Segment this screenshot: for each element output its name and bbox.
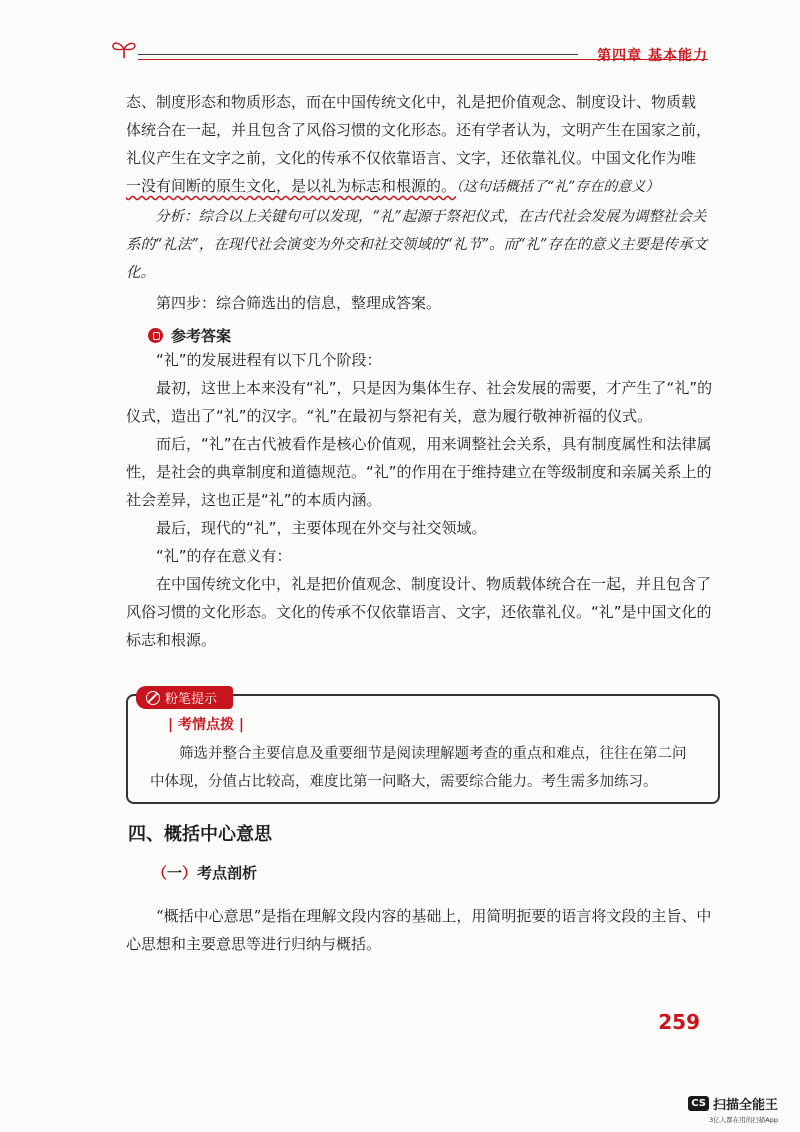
chalk-icon: [146, 691, 160, 705]
chapter-title: 第四章 基本能力: [597, 48, 708, 64]
lightbulb-icon: [148, 328, 163, 343]
text-line-2: 体统合在一起，并且包含了风俗习惯的文化形态。还有学者认为，文明产生在国家之前，: [126, 121, 712, 139]
key-sentence: 一没有间断的原生文化，是以礼为标志和根源的。: [126, 177, 457, 195]
analysis-paragraph: 分析：综合以上关键句可以发现，“礼”起源于祭祀仪式，在古代社会发展为调整社会关系的“礼法”，在现代社会演变为外交和社交领域的“礼节”。而“礼”存在的意义主要是传承文化。: [126, 209, 707, 281]
header-rule: [138, 54, 578, 55]
tip-tab-label: 粉笔提示: [165, 692, 218, 707]
tip-text: 筛选并整合主要信息及重要细节是阅读理解题考查的重点和难点，往往在第二问中体现，分值占比较高，难度比第一问略大，需要综合能力。考生需多加练习。: [150, 746, 687, 790]
subsection-label: 考点剖析: [197, 864, 258, 882]
answer-heading: [126, 325, 716, 346]
page-header: [110, 30, 708, 70]
answer-paragraph-6: 在中国传统文化中，礼是把价值观念、制度设计、物质载体统合在一起，并且包含了风俗习惯的文化形态。文化的传承不仅依靠语言、文字，还依靠礼仪。“礼”是中国文化的标志和根源。: [126, 575, 712, 649]
subsection-number: 一: [167, 864, 183, 882]
answer-paragraph-3: 而后，“礼”在古代被看作是核心价值观，用来调整社会关系，具有制度属性和法律属性，是社会的典章制度和道德规范。“礼”的作用在于维持建立在等级制度和亲属关系上的社会差异，这也正是“礼”的本质内涵。: [126, 435, 712, 509]
section-paragraph: [126, 902, 716, 958]
page-number: 259: [658, 1010, 700, 1034]
tip-box: [126, 694, 720, 804]
section-title: 四、概括中心意思: [128, 824, 272, 845]
cs-logo-icon: CS: [688, 1096, 709, 1111]
watermark-tagline: 3亿人都在用的扫描App: [709, 1116, 778, 1124]
answer-label: 参考答案: [171, 327, 232, 345]
answer-paragraph-1: “礼”的发展进程有以下几个阶段：: [156, 351, 382, 369]
tip-tab: [136, 686, 233, 709]
margin-note: （这句话概括了“礼”存在的意义）: [456, 179, 660, 195]
subsection-title: [152, 862, 257, 883]
subsection-close-paren: ）: [182, 864, 198, 882]
answer-paragraph-4: 最后，现代的“礼”，主要体现在外交与社交领域。: [156, 519, 487, 537]
text-line-4: [126, 172, 716, 201]
step-four: 第四步：综合筛选出的信息，整理成答案。: [156, 294, 442, 312]
answer-paragraph-2: 最初，这世上本来没有“礼”，只是因为集体生存、社会发展的需要，才产生了“礼”的仪式，造出了“礼”的汉字。“礼”在最初与祭祀有关，意为履行敬神祈福的仪式。: [126, 379, 713, 425]
sprout-icon: [110, 38, 138, 60]
answer-paragraph-5: “礼”的存在意义有：: [156, 547, 292, 565]
tip-subtitle: | 考情点拨 |: [168, 717, 244, 733]
watermark-row: [688, 1094, 778, 1113]
definition-text: “概括中心意思”是指在理解文段内容的基础上，用简明扼要的语言将文段的主旨、中心思想和主要意思等进行归纳与概括。: [126, 907, 712, 953]
watermark-name: 扫描全能王: [712, 1098, 778, 1113]
main-content: [126, 88, 716, 654]
text-line-1: 态、制度形态和物质形态，而在中国传统文化中，礼是把价值观念、制度设计、物质载: [126, 93, 697, 111]
subsection-open-paren: （: [152, 864, 168, 882]
scanner-watermark: [688, 1094, 778, 1124]
text-line-3: 礼仪产生在文字之前，文化的传承不仅依靠语言、文字，还依靠礼仪。中国文化作为唯: [126, 149, 697, 167]
